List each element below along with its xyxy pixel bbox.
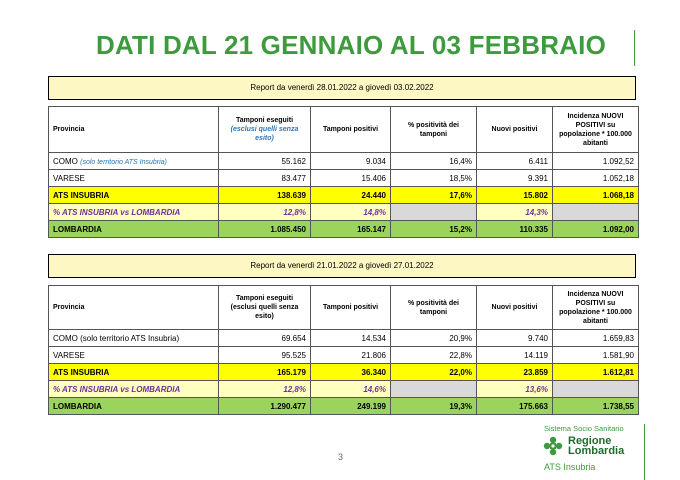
header-tamponi-positivi: Tamponi positivi <box>311 107 391 153</box>
cell-incidenza: 1.612,81 <box>553 364 639 381</box>
logo-regione-text: Regione <box>568 435 612 447</box>
cell-nuovi-positivi: 15.802 <box>477 187 553 204</box>
cell-nuovi-positivi: 110.335 <box>477 221 553 238</box>
cell-nuovi-positivi: 23.859 <box>477 364 553 381</box>
cell-incidenza <box>553 204 639 221</box>
cell-perc-positivita: 18,5% <box>391 170 477 187</box>
cell-tamponi-positivi: 15.406 <box>311 170 391 187</box>
header-tamponi-eseguiti-note: (esclusi quelli senza esito) <box>230 126 299 142</box>
row-label-text: COMO <box>53 156 78 166</box>
cell-perc-positivita: 20,9% <box>391 330 477 347</box>
cell-tamponi-positivi: 14.534 <box>311 330 391 347</box>
cell-tamponi-eseguiti: 95.525 <box>219 347 311 364</box>
cell-incidenza: 1.092,52 <box>553 153 639 170</box>
cell-perc-positivita <box>391 381 477 398</box>
cell-nuovi-positivi: 9.740 <box>477 330 553 347</box>
report-1-title: Report da venerdì 28.01.2022 a giovedì 03.02.2022 <box>48 76 636 100</box>
cell-incidenza: 1.052,18 <box>553 170 639 187</box>
header-tamponi-positivi: Tamponi positivi <box>311 286 391 330</box>
table-row-lombardia <box>49 398 639 415</box>
table-row-lombardia <box>49 221 639 238</box>
cell-perc-positivita: 19,3% <box>391 398 477 415</box>
table-row-varese <box>49 347 639 364</box>
table-header-row <box>49 286 639 330</box>
logo-lombardia-text: Lombardia <box>568 445 625 457</box>
cell-perc-positivita: 22,8% <box>391 347 477 364</box>
cell-incidenza: 1.581,90 <box>553 347 639 364</box>
table-header-row <box>49 107 639 153</box>
cell-incidenza: 1.659,83 <box>553 330 639 347</box>
cell-incidenza: 1.092,00 <box>553 221 639 238</box>
header-nuovi-positivi: Nuovi positivi <box>477 286 553 330</box>
cell-nuovi-positivi: 14.119 <box>477 347 553 364</box>
cell-tamponi-eseguiti: 138.639 <box>219 187 311 204</box>
cell-tamponi-positivi: 21.806 <box>311 347 391 364</box>
header-incidenza: Incidenza NUOVI POSITIVI su popolazione * 100.000 abitanti <box>553 286 639 330</box>
row-label <box>49 153 219 170</box>
table-row-pct-ats-vs-lombardia <box>49 204 639 221</box>
cell-tamponi-positivi: 9.034 <box>311 153 391 170</box>
table-row-ats-insubria <box>49 364 639 381</box>
row-label: LOMBARDIA <box>49 221 219 238</box>
header-tamponi-eseguiti-label: Tamponi eseguiti <box>235 295 294 302</box>
cell-perc-positivita: 15,2% <box>391 221 477 238</box>
cell-tamponi-eseguiti: 12,8% <box>219 204 311 221</box>
table-row-pct-ats-vs-lombardia <box>49 381 639 398</box>
slide-title: DATI DAL 21 GENNAIO AL 03 FEBBRAIO <box>96 30 607 60</box>
logo-divider <box>644 424 645 480</box>
header-tamponi-eseguiti-note: (esclusi quelli senza esito) <box>230 304 299 320</box>
cell-perc-positivita: 16,4% <box>391 153 477 170</box>
header-perc-positivita: % positività dei tamponi <box>391 286 477 330</box>
row-label: VARESE <box>49 170 219 187</box>
header-tamponi-eseguiti <box>219 286 311 330</box>
header-perc-positivita: % positività dei tamponi <box>391 107 477 153</box>
cell-tamponi-positivi: 36.340 <box>311 364 391 381</box>
cell-nuovi-positivi: 175.663 <box>477 398 553 415</box>
cell-incidenza: 1.738,55 <box>553 398 639 415</box>
cell-tamponi-eseguiti: 69.654 <box>219 330 311 347</box>
cell-tamponi-eseguiti: 12,8% <box>219 381 311 398</box>
logo-sistema-text: Sistema Socio Sanitario <box>544 424 624 433</box>
cell-incidenza <box>553 381 639 398</box>
lombardy-rose-cross-icon <box>542 435 564 457</box>
header-provincia: Provincia <box>49 286 219 330</box>
report-1-table <box>48 106 639 238</box>
header-nuovi-positivi: Nuovi positivi <box>477 107 553 153</box>
cell-perc-positivita: 22,0% <box>391 364 477 381</box>
cell-tamponi-positivi: 249.199 <box>311 398 391 415</box>
header-provincia: Provincia <box>49 107 219 153</box>
cell-tamponi-eseguiti: 1.085.450 <box>219 221 311 238</box>
cell-tamponi-positivi: 14,8% <box>311 204 391 221</box>
cell-nuovi-positivi: 9.391 <box>477 170 553 187</box>
row-label: VARESE <box>49 347 219 364</box>
page-number: 3 <box>338 452 344 462</box>
row-label: ATS INSUBRIA <box>49 364 219 381</box>
cell-nuovi-positivi: 6.411 <box>477 153 553 170</box>
cell-tamponi-eseguiti: 83.477 <box>219 170 311 187</box>
cell-incidenza: 1.068,18 <box>553 187 639 204</box>
title-divider <box>634 30 635 66</box>
row-label-note: (solo territorio ATS Insubria) <box>80 158 167 166</box>
cell-tamponi-positivi: 165.147 <box>311 221 391 238</box>
regione-lombardia-logo <box>540 424 648 480</box>
row-label: LOMBARDIA <box>49 398 219 415</box>
table-row-ats-insubria <box>49 187 639 204</box>
row-label: COMO (solo territorio ATS Insubria) <box>49 330 219 347</box>
row-label: ATS INSUBRIA <box>49 187 219 204</box>
table-row-varese <box>49 170 639 187</box>
cell-perc-positivita <box>391 204 477 221</box>
cell-nuovi-positivi: 14,3% <box>477 204 553 221</box>
cell-tamponi-eseguiti: 165.179 <box>219 364 311 381</box>
row-label: % ATS INSUBRIA vs LOMBARDIA <box>49 204 219 221</box>
report-2-table <box>48 285 639 415</box>
table-row-como <box>49 153 639 170</box>
header-tamponi-eseguiti <box>219 107 311 153</box>
header-tamponi-eseguiti-label: Tamponi eseguiti <box>235 117 294 124</box>
cell-nuovi-positivi: 13,6% <box>477 381 553 398</box>
cell-tamponi-eseguiti: 55.162 <box>219 153 311 170</box>
cell-perc-positivita: 17,6% <box>391 187 477 204</box>
cell-tamponi-positivi: 24.440 <box>311 187 391 204</box>
row-label: % ATS INSUBRIA vs LOMBARDIA <box>49 381 219 398</box>
cell-tamponi-positivi: 14,6% <box>311 381 391 398</box>
header-incidenza: Incidenza NUOVI POSITIVI su popolazione * 100.000 abitanti <box>553 107 639 153</box>
logo-ats-text: ATS Insubria <box>544 462 596 472</box>
report-2-title: Report da venerdì 21.01.2022 a giovedì 27.01.2022 <box>48 254 636 278</box>
cell-tamponi-eseguiti: 1.290.477 <box>219 398 311 415</box>
table-row-como <box>49 330 639 347</box>
